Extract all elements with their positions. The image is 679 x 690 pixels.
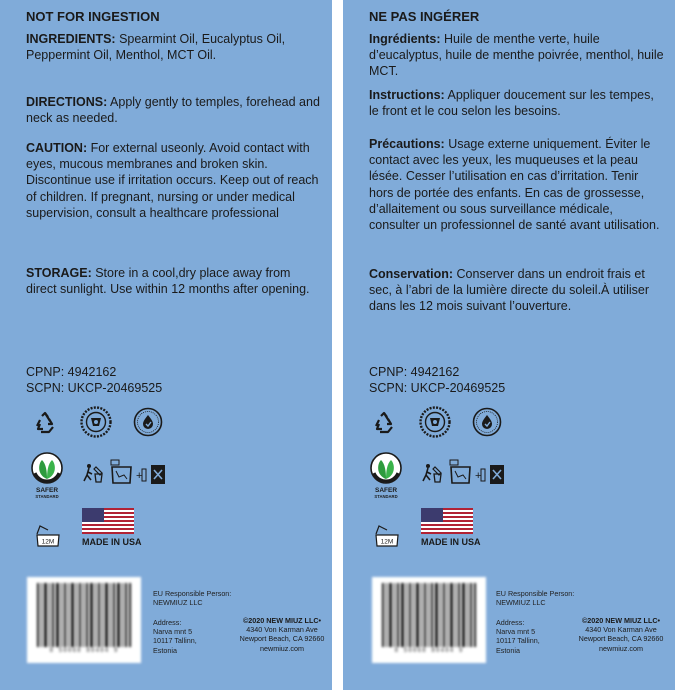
safer-standard-logo bbox=[30, 451, 64, 499]
address-line-2: 10117 Tallinn, bbox=[153, 636, 197, 646]
website: newmiuz.com bbox=[260, 643, 304, 653]
pao-12m-icon bbox=[34, 524, 62, 548]
panel-title: NE PAS INGÉRER bbox=[369, 9, 480, 24]
caution-text: For external useonly. Avoid contact with eyes, mucous membranes and broken skin. Discontinue use if irritation occurs. Keep out of reach of children. If pregnant, nursing or under medical supervision, consult a healthcare professional bbox=[26, 141, 319, 220]
eu-line-2: NEWMIUZ LLC bbox=[153, 598, 203, 608]
separate-waste-icon bbox=[448, 458, 506, 486]
storage-label: Conservation: bbox=[369, 267, 454, 281]
us-address-line-1: 4340 Von Karman Ave bbox=[246, 625, 318, 635]
directions-text: Apply gently to temples, forehead and neck as needed. bbox=[26, 95, 320, 126]
ingredients-label: INGREDIENTS: bbox=[26, 32, 116, 46]
registration-codes bbox=[26, 364, 162, 396]
eu-line-1: EU Responsible Person: bbox=[496, 589, 575, 598]
address-line-3: Estonia bbox=[153, 645, 177, 655]
ingredients-section bbox=[369, 31, 665, 80]
caution-label: CAUTION: bbox=[26, 141, 88, 155]
ingredients-text: Huile de menthe verte, huile d’eucalyptus, huile de menthe poivrée, menthol, huile MCT. bbox=[369, 32, 664, 79]
registration-codes bbox=[369, 364, 505, 396]
caution-label: Précautions: bbox=[369, 137, 445, 151]
us-flag-icon bbox=[421, 508, 473, 534]
cpnp-code: CPNP: 4942162 bbox=[26, 365, 117, 379]
label-panel-english bbox=[0, 0, 332, 690]
website: newmiuz.com bbox=[599, 643, 643, 653]
address-line-2: 10117 Tallinn, bbox=[496, 636, 540, 646]
barcode bbox=[27, 577, 141, 663]
eu-line-1: EU Responsible Person: bbox=[153, 589, 232, 598]
cpnp-code: CPNP: 4942162 bbox=[369, 365, 460, 379]
ingredients-label: Ingrédients: bbox=[369, 32, 441, 46]
standard-text: STANDARD bbox=[35, 494, 59, 499]
storage-section bbox=[369, 266, 665, 315]
address-line-1: Narva mnt 5 bbox=[153, 627, 193, 637]
barcode-bars bbox=[35, 583, 133, 647]
pao-label: 12M bbox=[380, 538, 394, 546]
barcode bbox=[372, 577, 486, 663]
barcode-digits: 8 50068 80404 9 bbox=[394, 647, 464, 654]
ingredients-text: Spearmint Oil, Eucalyptus Oil, Peppermint Oil, Menthol, MCT Oil. bbox=[26, 32, 286, 63]
certification-seal-icon bbox=[80, 406, 112, 438]
company-block bbox=[575, 616, 667, 653]
eu-responsible-person bbox=[153, 589, 231, 607]
separate-waste-icon bbox=[109, 458, 167, 486]
caution-text: Usage externe uniquement. Éviter le contact avec les yeux, les muqueuses et la peau lésée. Cesser l’utilisation en cas d’irritation. Tenir hors de portée des enfants. En cas de grossesse, d’allaitement ou sous surveillance médicale, consulter un professionnel de santé avant utilisation. bbox=[369, 137, 660, 233]
panel-title: NOT FOR INGESTION bbox=[26, 9, 160, 24]
eu-responsible-person bbox=[496, 589, 574, 607]
us-flag-icon bbox=[82, 508, 134, 534]
storage-text: Store in a cool,dry place away from direct sunlight. Use within 12 months after opening. bbox=[26, 266, 310, 297]
svg-text:+: + bbox=[136, 470, 143, 482]
made-in-usa-label: MADE IN USA bbox=[421, 537, 481, 547]
scpn-code: SCPN: UKCP-20469525 bbox=[26, 381, 163, 395]
dermatologist-tested-icon bbox=[133, 407, 163, 437]
scpn-code: SCPN: UKCP-20469525 bbox=[369, 381, 506, 395]
safer-text: SAFER bbox=[374, 487, 398, 494]
dispose-in-bin-icon bbox=[421, 463, 443, 483]
address-line-1: Narva mnt 5 bbox=[496, 627, 536, 637]
directions-label: Instructions: bbox=[369, 88, 445, 102]
barcode-bars bbox=[380, 583, 478, 647]
eu-line-2: NEWMIUZ LLC bbox=[496, 598, 546, 608]
pao-12m-icon bbox=[373, 524, 401, 548]
standard-text: STANDARD bbox=[374, 494, 398, 499]
address-label: Address: bbox=[496, 618, 525, 627]
svg-text:+: + bbox=[475, 470, 482, 482]
caution-section bbox=[26, 140, 322, 221]
recycle-icon bbox=[372, 411, 396, 435]
directions-label: DIRECTIONS: bbox=[26, 95, 108, 109]
barcode-digits: 8 50068 80404 9 bbox=[49, 647, 119, 654]
directions-section bbox=[369, 87, 665, 119]
us-address-line-1: 4340 Von Karman Ave bbox=[585, 625, 657, 635]
label-panel-french bbox=[343, 0, 675, 690]
storage-section bbox=[26, 265, 322, 297]
safer-text: SAFER bbox=[35, 487, 59, 494]
storage-text: Conserver dans un endroit frais et sec, à l’abri de la lumière directe du soleil.À utiliser dans les 12 mois suivant l’ouverture. bbox=[369, 267, 649, 314]
directions-section bbox=[26, 94, 322, 126]
caution-section bbox=[369, 136, 665, 233]
certification-seal-icon bbox=[419, 406, 451, 438]
safer-standard-logo bbox=[369, 451, 403, 499]
address-line-3: Estonia bbox=[496, 645, 520, 655]
us-address-line-2: Newport Beach, CA 92660 bbox=[578, 634, 664, 644]
us-address-line-2: Newport Beach, CA 92660 bbox=[239, 634, 325, 644]
dermatologist-tested-icon bbox=[472, 407, 502, 437]
recycle-icon bbox=[33, 411, 57, 435]
copyright: ©2020 NEW MIUZ LLC• bbox=[581, 616, 661, 625]
copyright: ©2020 NEW MIUZ LLC• bbox=[242, 616, 322, 625]
eu-address bbox=[153, 618, 197, 655]
pao-label: 12M bbox=[41, 538, 55, 546]
made-in-usa-label: MADE IN USA bbox=[82, 537, 142, 547]
dispose-in-bin-icon bbox=[82, 463, 104, 483]
company-block bbox=[236, 616, 328, 653]
ingredients-section bbox=[26, 31, 322, 63]
address-label: Address: bbox=[153, 618, 182, 627]
directions-text: Appliquer doucement sur les tempes, le front et le cou selon les besoins. bbox=[369, 88, 654, 119]
eu-address bbox=[496, 618, 540, 655]
storage-label: STORAGE: bbox=[26, 266, 92, 280]
